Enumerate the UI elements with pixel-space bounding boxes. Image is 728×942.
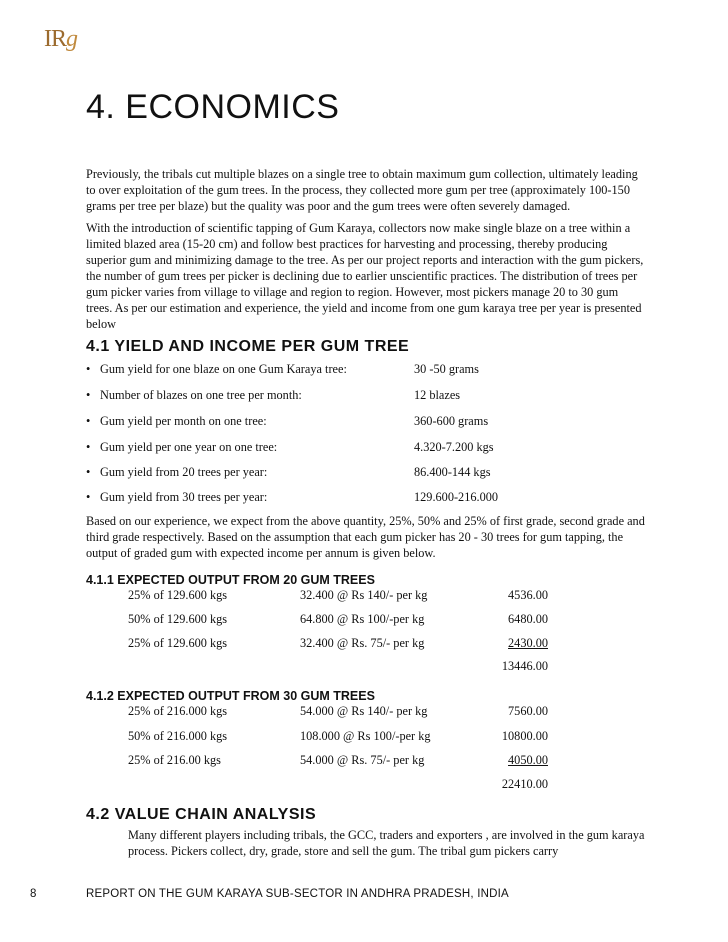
yield-bullet: • Gum yield from 30 trees per year: 129.600-216.000 xyxy=(86,490,499,504)
intro-paragraph: Previously, the tribals cut multiple blazes on a single tree to obtain maximum gum collection, ultimately leading to over exploitation of the gum trees. In the process, they collected more gum per tree (approximately 100-150 grams per tree per blaze) but the quality was poor and the gum trees were often severely damaged. xyxy=(86,167,638,213)
yield-bullet: • Gum yield per month on one tree: 360-600 grams xyxy=(86,414,489,428)
bullet-dot-icon: • xyxy=(86,414,91,428)
section-4-1-heading: 4.1 YIELD AND INCOME PER GUM TREE xyxy=(86,338,410,355)
output-row: 25% of 129.600 kgs 32.400 @ Rs 140/- per kg 4536.00 xyxy=(128,588,548,602)
output-total-row xyxy=(128,659,548,675)
bullet-dot-icon: • xyxy=(86,362,91,376)
section-4-2-heading: 4.2 VALUE CHAIN ANALYSIS xyxy=(86,806,317,823)
output-row: 25% of 216.00 kgs 54.000 @ Rs. 75/- per kg 4050.00 xyxy=(128,753,548,767)
output-total: 22410.00 xyxy=(501,777,548,791)
section-4-1-2-heading: 4.1.2 EXPECTED OUTPUT FROM 30 GUM TREES xyxy=(86,689,375,703)
footer-text: REPORT ON THE GUM KARAYA SUB-SECTOR IN ANDHRA PRADESH, INDIA xyxy=(86,888,509,900)
yield-bullet: • Gum yield for one blaze on one Gum Karaya tree: 30 -50 grams xyxy=(86,362,479,376)
bullet-dot-icon: • xyxy=(86,465,91,479)
output-total: 13446.00 xyxy=(501,659,548,673)
scientific-tapping-paragraph: With the introduction of scientific tapping of Gum Karaya, collectors now make single blaze on a tree within a limited blazed area (15-20 cm) and follow best practices for harvesting and processing, thereby producing superior gum and minimizing damage to the tree. As per our project reports and interaction with the gum pickers, the number of gum trees per picker is declining due to earlier unscientific practices. The distribution of trees per gum picker varies from village to village and region to region. However, most pickers manage 20 to 30 gum trees. As per our estimation and experience, the yield and income from one gum karaya tree per year is presented below xyxy=(86,221,644,331)
bullet-dot-icon: • xyxy=(86,388,91,402)
output-row: 25% of 216.000 kgs 54.000 @ Rs 140/- per kg 7560.00 xyxy=(128,704,548,718)
grading-paragraph: Based on our experience, we expect from the above quantity, 25%, 50% and 25% of first grade, second grade and third grade respectively. Based on the assumption that each gum picker has 20 - 30 trees for gum tapping, the output of graded gum with expected income per annum is given below. xyxy=(86,514,645,560)
page-title: 4. ECONOMICS xyxy=(86,88,340,126)
bullet-dot-icon: • xyxy=(86,490,91,504)
section-4-1-1-heading: 4.1.1 EXPECTED OUTPUT FROM 20 GUM TREES xyxy=(86,573,375,587)
yield-bullet: • Gum yield per one year on one tree: 4.320-7.200 kgs xyxy=(86,440,494,454)
output-row: 50% of 216.000 kgs 108.000 @ Rs 100/-per kg 10800.00 xyxy=(128,729,548,743)
value-chain-paragraph: Many different players including tribals, the GCC, traders and exporters , are involved in the gum karaya process. Pickers collect, dry, grade, store and sell the gum. The tribal gum pickers carry xyxy=(128,828,645,858)
bullet-dot-icon: • xyxy=(86,440,91,454)
irg-logo: IRg xyxy=(44,26,77,52)
yield-bullet: • Number of blazes on one tree per month: 12 blazes xyxy=(86,388,461,402)
output-row: 25% of 129.600 kgs 32.400 @ Rs. 75/- per kg 2430.00 xyxy=(128,636,548,650)
output-total-row xyxy=(128,777,548,793)
page-number: 8 xyxy=(30,888,37,900)
yield-bullet: • Gum yield from 20 trees per year: 86.400-144 kgs xyxy=(86,465,491,479)
output-row: 50% of 129.600 kgs 64.800 @ Rs 100/-per kg 6480.00 xyxy=(128,612,548,626)
